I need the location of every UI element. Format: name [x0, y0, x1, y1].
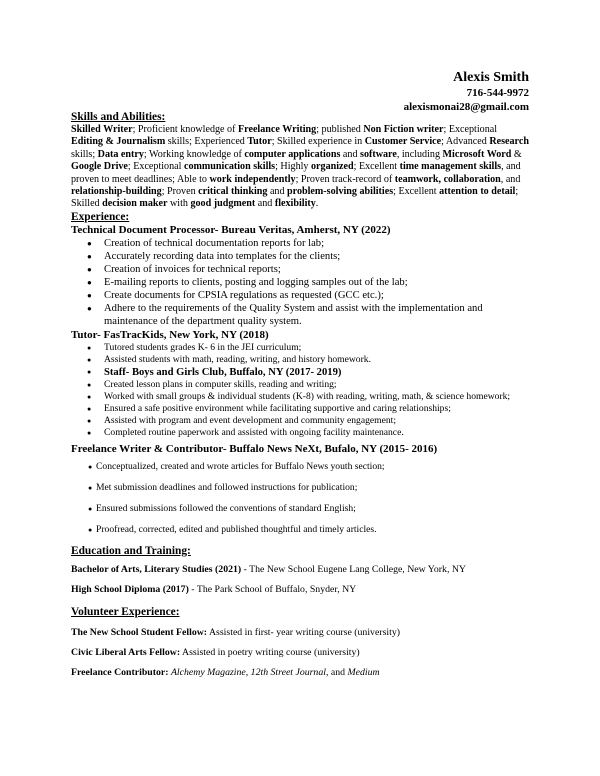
skill-highlight: relationship-building	[71, 186, 162, 198]
list-item: ● Assisted students with math, reading, writing, and history homework.	[71, 354, 531, 366]
volunteer-item	[71, 627, 531, 639]
skill-text: skills; Experienced	[165, 136, 248, 148]
list-item: ● Ensured a safe positive environment while facilitating supportive and caring relationships;	[71, 403, 531, 415]
list-item: ● Ensured submissions followed the conventions of standard English;	[71, 503, 531, 515]
skill-text: ; Exceptional	[443, 124, 498, 135]
skill-highlight: computer applications	[244, 148, 341, 160]
separator-text: ,	[245, 666, 251, 678]
skill-text: ; Exceptional	[127, 161, 184, 173]
list-item: ● Conceptualized, created and wrote articles for Buffalo News youth section;	[71, 461, 531, 473]
skill-text: ; Excellent	[353, 161, 400, 173]
skill-highlight: organized	[311, 161, 354, 173]
skill-text: ; Skilled	[71, 186, 519, 210]
degree-school: - The New School Eugene Lang College, New York, NY	[243, 563, 466, 575]
skill-text: skills;	[71, 148, 98, 160]
volunteer-role: Civic Liberal Arts Fellow:	[71, 646, 181, 658]
volunteer-item	[71, 647, 531, 659]
list-item: ● Adhere to the requirements of the Quality System and assist with the implementation and maintenance of the department quality system.	[71, 302, 531, 328]
education-heading: Education and Training:	[71, 544, 191, 557]
resume-header	[404, 70, 529, 114]
degree-title: Bachelor of Arts, Literary Studies (2021)	[71, 563, 244, 575]
volunteer-role: Freelance Contributor:	[71, 666, 169, 678]
list-item: ● Tutored students grades K- 6 in the JEI curriculum;	[71, 342, 531, 354]
publication-name: Medium	[347, 666, 380, 678]
skill-highlight: critical thinking	[198, 186, 268, 198]
skill-highlight: Tutor	[247, 136, 272, 148]
job-title-boys-girls-club: ● Staff- Boys and Girls Club, Buffalo, NY (2017- 2019)	[71, 366, 531, 379]
publication-name: 12th Street Journal,	[250, 666, 329, 678]
list-item: ● Accurately recording data into templates for the clients;	[71, 250, 531, 263]
skill-highlight: flexibility	[274, 198, 316, 210]
list-item: ● Creation of technical documentation reports for lab;	[71, 237, 531, 250]
degree-high-school	[71, 584, 531, 596]
skill-highlight: Skilled Writer	[71, 124, 133, 135]
skill-text: with	[167, 198, 191, 210]
skill-highlight: Customer Service	[364, 136, 442, 148]
job-title-fastrackids: Tutor- FasTracKids, New York, NY (2018)	[71, 328, 269, 341]
skill-text: , and proven to meet deadlines; Able to	[71, 161, 521, 185]
skill-highlight: Data entry	[97, 148, 144, 160]
skill-highlight: work independently	[209, 173, 296, 185]
list-item: ● Assisted with program and event development and community engagement;	[71, 415, 531, 427]
skill-highlight: communication skills	[183, 161, 276, 173]
email-address: alexismonai28@gmail.com	[403, 101, 529, 113]
degree-bachelor	[71, 564, 531, 576]
volunteer-heading: Volunteer Experience:	[71, 605, 180, 618]
list-item: ● Worked with small groups & individual students (K-8) with reading, writing, math, & science homework;	[71, 391, 531, 403]
list-item: ● E-mailing reports to clients, posting and logging samples out of the lab;	[71, 276, 531, 289]
skill-text: ; Proven	[161, 186, 199, 198]
skill-highlight: teamwork, collaboration	[394, 173, 501, 185]
skill-text: and	[267, 186, 288, 198]
job-title-bureau-veritas: Technical Document Processor- Bureau Veritas, Amherst, NY (2022)	[71, 223, 391, 236]
list-item: ● Proofread, corrected, edited and published thoughtful and timely articles.	[71, 524, 531, 536]
skill-highlight: Microsoft Word	[442, 148, 512, 160]
volunteer-item	[71, 667, 531, 679]
job-duties-list	[71, 237, 531, 329]
skill-highlight: software	[360, 148, 397, 160]
volunteer-description: Assisted in poetry writing course (university)	[180, 646, 360, 658]
skill-highlight: Google Drive	[71, 161, 128, 173]
list-item: ● Met submission deadlines and followed instructions for publication;	[71, 482, 531, 494]
list-item: ● Create documents for CPSIA regulations as requested (GCC etc.);	[71, 289, 531, 302]
resume-body	[71, 111, 531, 679]
skill-text: and	[255, 198, 275, 210]
job-duties-list	[71, 342, 531, 439]
skill-text: ; published	[316, 124, 364, 135]
phone-number: 716-544-9972	[466, 87, 529, 99]
skill-highlight: problem-solving abilities	[287, 186, 394, 198]
skill-text: , including	[396, 148, 443, 160]
job-duties-list	[71, 461, 531, 536]
publication-name: Alchemy Magazine	[170, 666, 246, 678]
skill-highlight: Freelance Writing	[238, 124, 317, 135]
skill-highlight: Non Fiction writer	[363, 124, 444, 135]
skill-text: ; Highly	[275, 161, 311, 173]
separator-text: and	[328, 666, 348, 678]
experience-heading: Experience:	[71, 210, 130, 223]
job-title-buffalo-news: Freelance Writer & Contributor- Buffalo News NeXt, Bufalo, NY (2015- 2016)	[71, 442, 438, 455]
skill-text: ; Working knowledge of	[143, 148, 245, 160]
list-item: ● Creation of invoices for technical reports;	[71, 263, 531, 276]
volunteer-description: Assisted in first- year writing course (university)	[207, 626, 400, 638]
skill-highlight: time management skills	[399, 161, 502, 173]
skill-text: .	[315, 198, 319, 210]
skill-text: , and	[500, 173, 521, 185]
skill-text: ; Proficient knowledge of	[132, 124, 238, 135]
volunteer-role: The New School Student Fellow:	[71, 626, 208, 638]
skill-text: and	[340, 148, 361, 160]
skill-highlight: good judgment	[190, 198, 256, 210]
skill-text: ; Skilled experience in	[271, 136, 365, 148]
skill-text: ; Excellent	[393, 186, 440, 198]
skill-highlight: attention to detail	[439, 186, 516, 198]
skill-text: ; Advanced	[441, 136, 490, 148]
candidate-name: Alexis Smith	[453, 70, 529, 85]
skills-paragraph	[71, 124, 531, 211]
list-item: ● Created lesson plans in computer skills, reading and writing;	[71, 379, 531, 391]
list-item: ● Completed routine paperwork and assisted with ongoing facility maintenance.	[71, 427, 531, 439]
skill-highlight: Editing & Journalism	[71, 136, 166, 148]
skill-highlight: Research	[489, 136, 529, 148]
skills-heading: Skills and Abilities:	[71, 111, 166, 123]
degree-school: - The Park School of Buffalo, Snyder, NY	[188, 583, 357, 595]
skill-highlight: decision maker	[102, 198, 168, 210]
skill-text: ; Proven track-record of	[295, 173, 395, 185]
degree-title: High School Diploma (2017)	[71, 583, 189, 595]
skill-text: &	[511, 148, 522, 160]
